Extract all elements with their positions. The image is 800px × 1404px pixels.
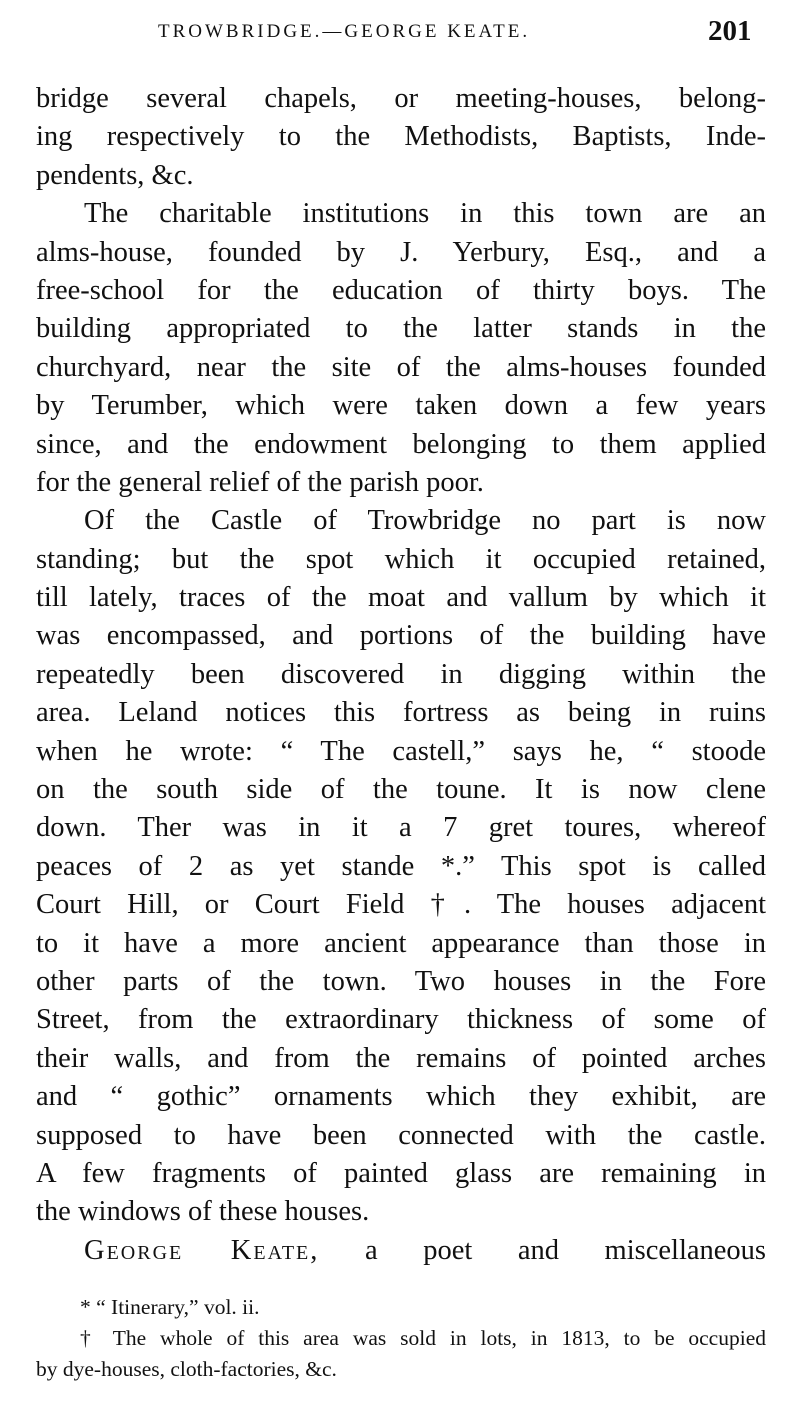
text-line: when he wrote: “ The castell,” says he, “ stoode (36, 735, 766, 767)
text-line: till lately, traces of the moat and vallum by which it (36, 582, 766, 614)
footnote-lots: † The whole of this area was sold in lots, in 1813, to be occupied (80, 1326, 766, 1350)
text-line: to it have a more ancient appearance than those in (36, 927, 766, 959)
page-number: 201 (708, 15, 752, 47)
paragraph-start-line: Of the Castle of Trowbridge no part is now (84, 505, 766, 537)
text-line: and “ gothic” ornaments which they exhibit, are (36, 1081, 766, 1113)
text-line: Court Hill, or Court Field †. The houses adjacent (36, 889, 766, 921)
text-line: ing respectively to the Methodists, Baptists, Inde- (36, 121, 766, 153)
text-line: standing; but the spot which it occupied retained, (36, 543, 766, 575)
text-line: area. Leland notices this fortress as being in ruins (36, 697, 766, 729)
text-line: pendents, &c. (36, 159, 194, 191)
text-line: for the general relief of the parish poor. (36, 466, 484, 498)
text-line: alms-house, founded by J. Yerbury, Esq., and a (36, 236, 766, 268)
text-line: repeatedly been discovered in digging within the (36, 658, 766, 690)
text-line: the windows of these houses. (36, 1196, 370, 1228)
body-text (36, 80, 766, 1270)
paragraph-start-line (36, 1232, 766, 1270)
text-line: free-school for the education of thirty boys. The (36, 274, 766, 306)
text-fragment: a poet and miscellaneous (364, 1234, 767, 1266)
person-name-smallcaps: George Keate, (84, 1234, 320, 1266)
footnote-itinerary: * “ Itinerary,” vol. ii. (80, 1295, 260, 1319)
text-line: churchyard, near the site of the alms-houses founded (36, 351, 766, 383)
text-line: other parts of the town. Two houses in the Fore (36, 965, 766, 997)
text-line: supposed to have been connected with the castle. (36, 1119, 766, 1151)
text-line: down. Ther was in it a 7 gret toures, whereof (36, 812, 766, 844)
text-line: by Terumber, which were taken down a few years (36, 390, 766, 422)
text-line: was encompassed, and portions of the building have (36, 620, 766, 652)
text-line: bridge several chapels, or meeting-houses, belong- (36, 83, 766, 114)
text-line: since, and the endowment belonging to them applied (36, 428, 766, 460)
text-line: peaces of 2 as yet stande *.” This spot is called (36, 850, 766, 882)
paragraph-start-line: The charitable institutions in this town are an (84, 198, 766, 230)
footnote-lots-continued: by dye-houses, cloth-factories, &c. (36, 1357, 337, 1381)
footnotes (36, 1292, 766, 1385)
running-head-title: TROWBRIDGE.—GEORGE KEATE. (158, 21, 531, 42)
text-line: Street, from the extraordinary thickness of some of (36, 1004, 766, 1036)
text-line: building appropriated to the latter stands in the (36, 313, 766, 345)
text-line: A few fragments of painted glass are remaining in (36, 1157, 766, 1189)
text-line: their walls, and from the remains of pointed arches (36, 1042, 766, 1074)
text-line: on the south side of the toune. It is now clene (36, 774, 766, 806)
